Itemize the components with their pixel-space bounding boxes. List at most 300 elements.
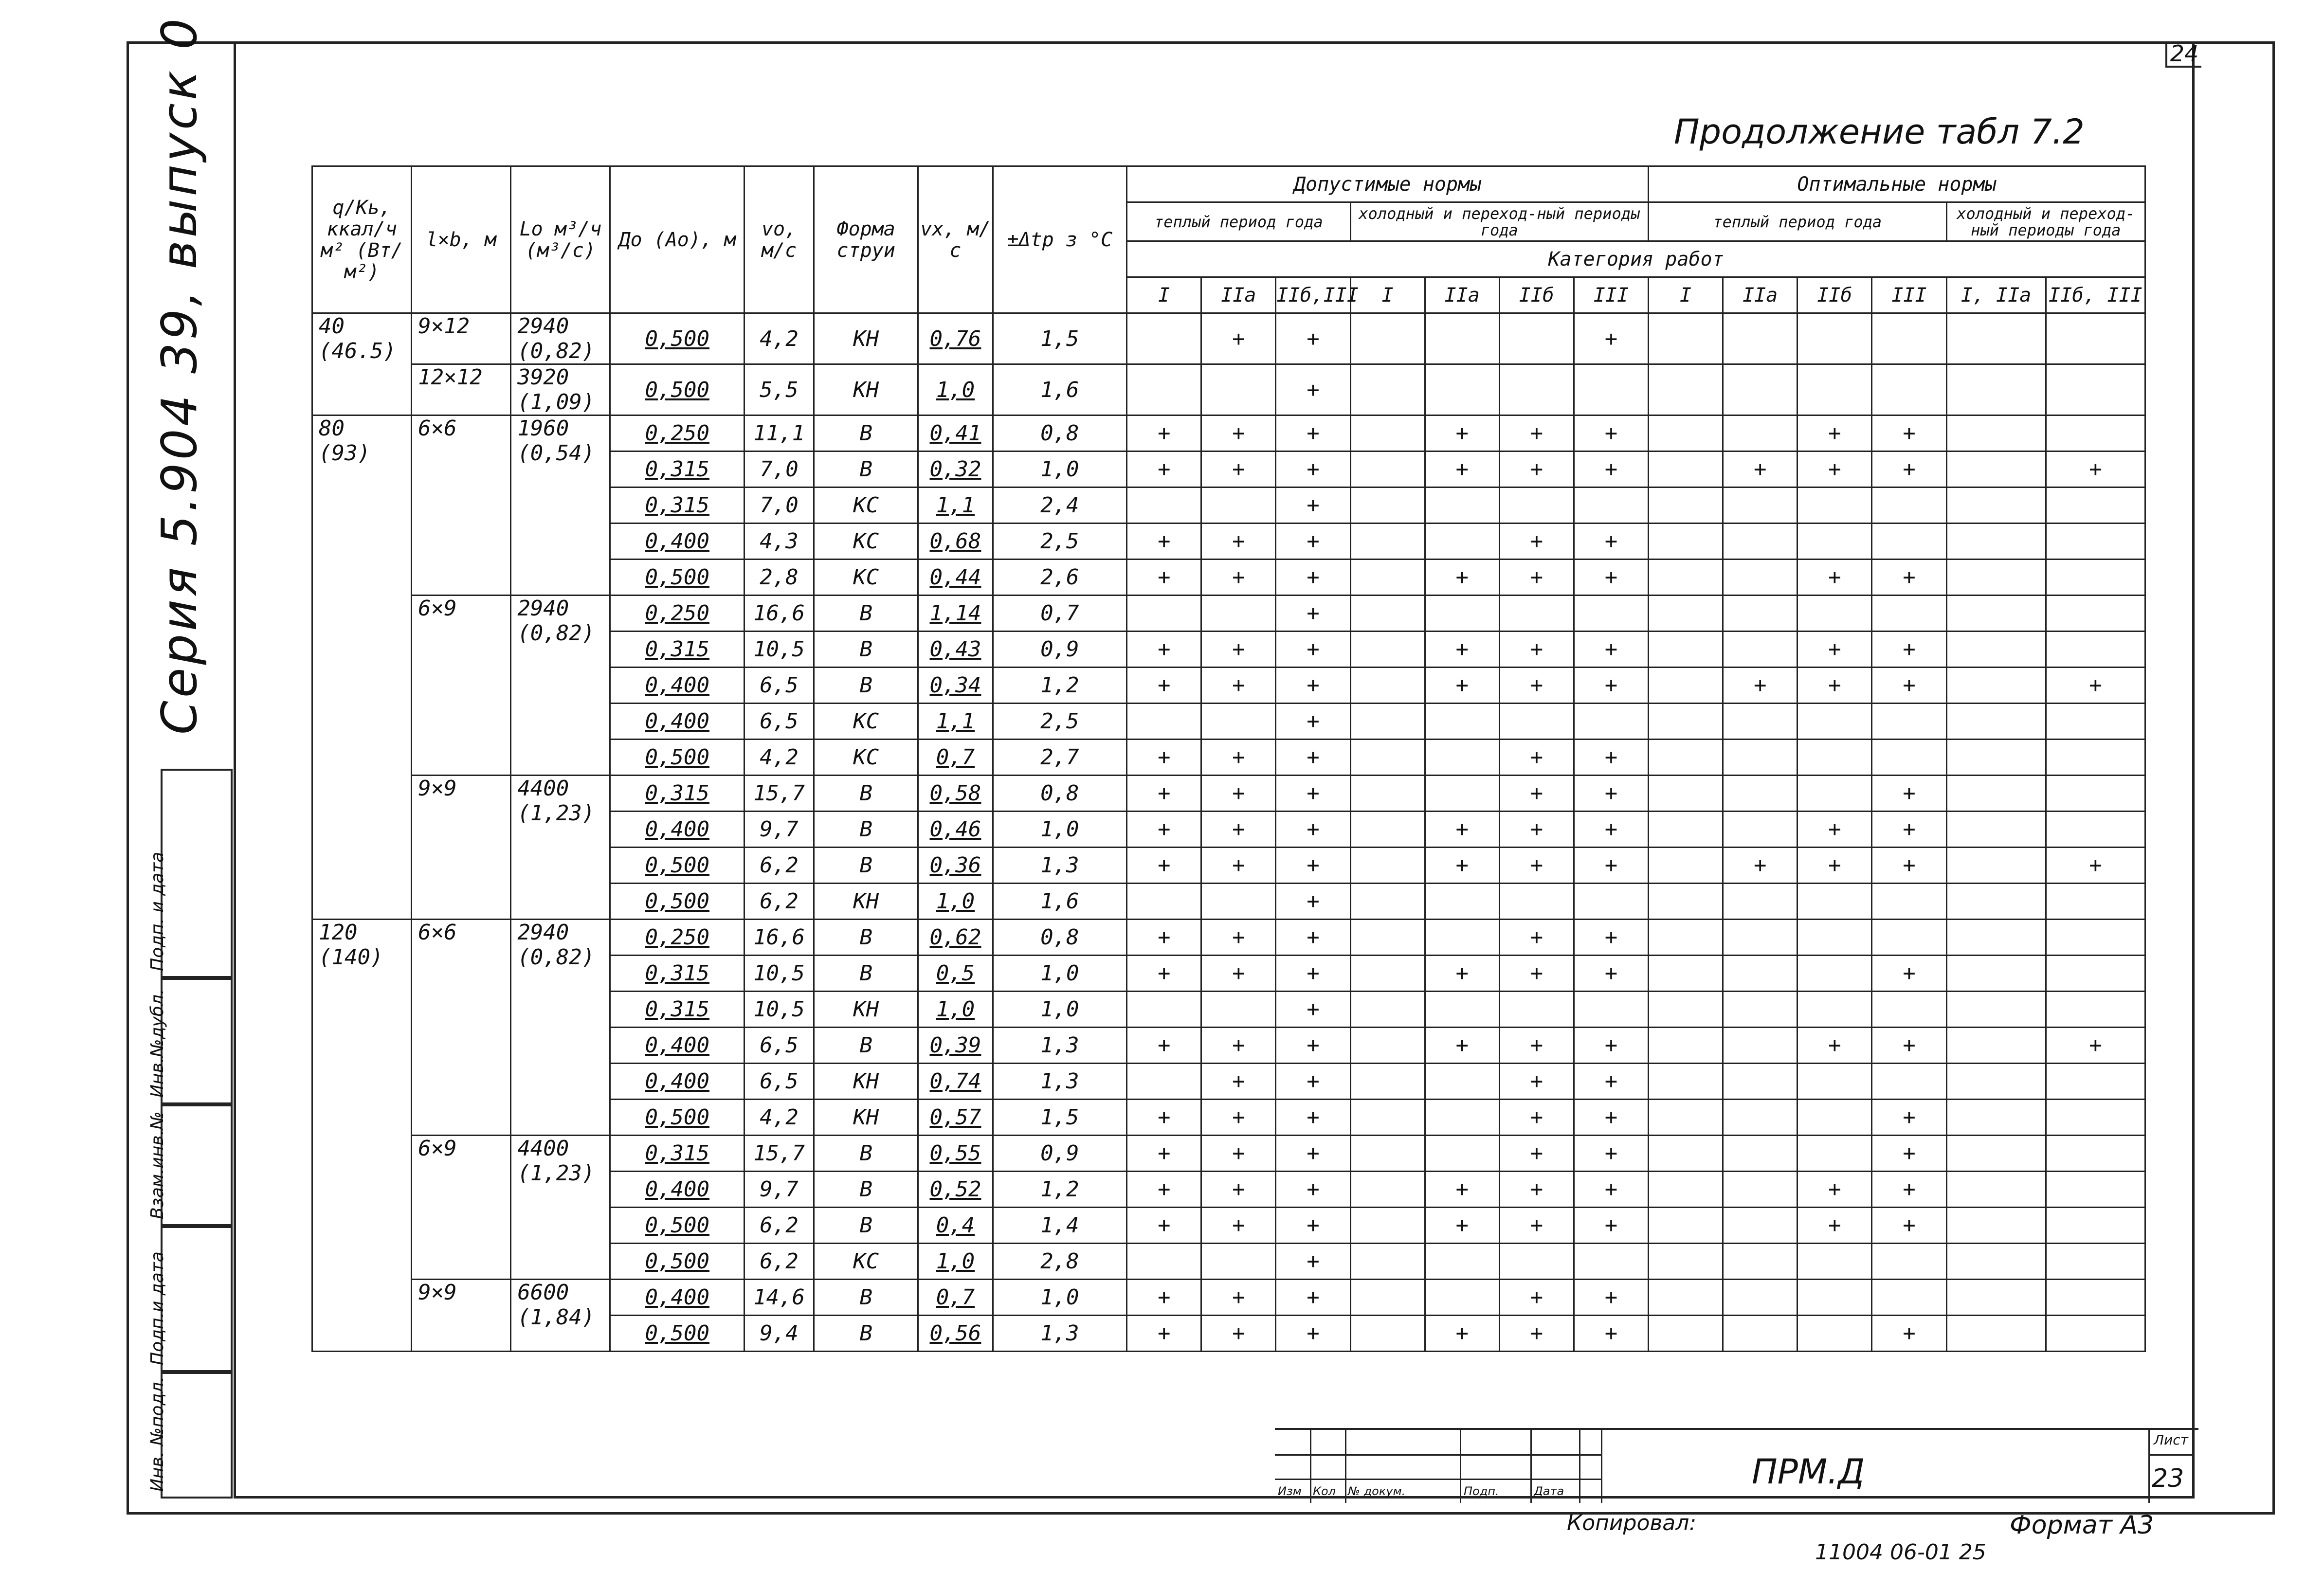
- cell-mark: [1797, 1100, 1872, 1136]
- cell-mark: +: [1499, 632, 1574, 668]
- cell-mark: [1499, 992, 1574, 1028]
- cell-dt: 1,2: [993, 1172, 1127, 1208]
- cell-mark: [1350, 313, 1425, 364]
- cell-vo: 6,2: [744, 1208, 814, 1244]
- cell-mark: +: [1425, 632, 1499, 668]
- cell-mark: +: [1872, 848, 1946, 884]
- cell-mark: [1127, 313, 1201, 364]
- cell-dt: 1,3: [993, 1064, 1127, 1100]
- page-number: 24: [2165, 41, 2201, 68]
- table-row: [312, 364, 2145, 415]
- cell-f: В: [814, 596, 918, 632]
- cell-d: 0,315: [610, 776, 744, 812]
- cell-vx: 1,0: [918, 992, 993, 1028]
- cell-dt: 1,2: [993, 668, 1127, 704]
- cell-mark: +: [1872, 415, 1946, 451]
- cell-d: 0,500: [610, 1208, 744, 1244]
- category-header: III: [1872, 277, 1946, 313]
- stamp-line: [1275, 1454, 1601, 1456]
- side-box-podp: [147, 769, 233, 978]
- cell-vo: 4,3: [744, 524, 814, 560]
- cell-mark: [1574, 488, 1648, 524]
- cell-mark: [1797, 524, 1872, 560]
- cell-mark: [1946, 848, 2046, 884]
- cell-mark: [1649, 560, 1723, 596]
- cell-mark: +: [1574, 451, 1648, 488]
- cell-mark: +: [1872, 1100, 1946, 1136]
- cell-mark: +: [1127, 848, 1201, 884]
- cell-mark: [1350, 668, 1425, 704]
- cell-lxb: 12×12: [412, 364, 511, 415]
- cell-mark: +: [1276, 668, 1350, 704]
- cell-mark: +: [1425, 1208, 1499, 1244]
- cell-lo: 4400 (1,23): [511, 776, 610, 920]
- cell-mark: [1350, 451, 1425, 488]
- cell-d: 0,400: [610, 1064, 744, 1100]
- cell-d: 0,315: [610, 632, 744, 668]
- col-header-lxb: l×b, м: [412, 166, 511, 313]
- cell-vx: 0,74: [918, 1064, 993, 1100]
- cell-vx: 0,44: [918, 560, 993, 596]
- cell-mark: [1649, 364, 1723, 415]
- cell-mark: +: [1499, 1280, 1574, 1316]
- cell-mark: +: [1574, 632, 1648, 668]
- cell-mark: [1425, 596, 1499, 632]
- cell-mark: [1946, 1028, 2046, 1064]
- cell-mark: +: [1872, 1316, 1946, 1352]
- cell-mark: [1723, 884, 1797, 920]
- cell-dt: 0,9: [993, 632, 1127, 668]
- cell-d: 0,400: [610, 1172, 744, 1208]
- cell-lxb: 6×6: [412, 920, 511, 1136]
- cell-lxb: 6×9: [412, 1136, 511, 1280]
- archive-code: 11004 06-01 25: [1815, 1540, 1986, 1565]
- cell-mark: +: [1127, 524, 1201, 560]
- cell-mark: [1946, 596, 2046, 632]
- cell-lxb: 9×9: [412, 776, 511, 920]
- cell-mark: [1723, 488, 1797, 524]
- table-row: [312, 1280, 2145, 1316]
- cell-f: КС: [814, 704, 918, 740]
- category-header: IIб: [1499, 277, 1574, 313]
- cell-f: В: [814, 920, 918, 956]
- cell-lo: 4400 (1,23): [511, 1136, 610, 1280]
- title-block: [1275, 1428, 2198, 1503]
- cell-mark: +: [1276, 956, 1350, 992]
- cell-dt: 1,3: [993, 1028, 1127, 1064]
- cell-mark: +: [1499, 1316, 1574, 1352]
- cell-mark: [2046, 740, 2145, 776]
- cell-mark: [1946, 451, 2046, 488]
- cell-vx: 0,46: [918, 812, 993, 848]
- cell-mark: +: [1276, 451, 1350, 488]
- side-box-inv-podl: [147, 1372, 233, 1499]
- cell-vx: 1,14: [918, 596, 993, 632]
- cell-mark: [1649, 1244, 1723, 1280]
- cell-mark: +: [1499, 740, 1574, 776]
- cell-d: 0,315: [610, 956, 744, 992]
- cell-mark: +: [1797, 1208, 1872, 1244]
- col-header-lo: Lo м³/ч (м³/с): [511, 166, 610, 313]
- cell-mark: +: [1127, 1316, 1201, 1352]
- category-header: I: [1127, 277, 1201, 313]
- cell-mark: [1127, 488, 1201, 524]
- cell-f: В: [814, 1316, 918, 1352]
- cell-mark: +: [1201, 776, 1276, 812]
- cell-mark: [1425, 364, 1499, 415]
- cell-mark: [1946, 920, 2046, 956]
- table-row: [312, 415, 2145, 451]
- cell-mark: [2046, 776, 2145, 812]
- cell-mark: [1723, 1208, 1797, 1244]
- cell-mark: +: [1276, 364, 1350, 415]
- cell-mark: [1649, 1280, 1723, 1316]
- cell-mark: [1350, 1100, 1425, 1136]
- cell-dt: 0,8: [993, 776, 1127, 812]
- cell-mark: [1797, 740, 1872, 776]
- cell-mark: [1499, 313, 1574, 364]
- cell-mark: +: [1276, 1100, 1350, 1136]
- cell-mark: +: [1872, 632, 1946, 668]
- cell-mark: +: [1499, 1028, 1574, 1064]
- cell-mark: [1946, 1280, 2046, 1316]
- cell-mark: [2046, 415, 2145, 451]
- side-label: Подп.и дата: [147, 1251, 167, 1365]
- cell-mark: +: [1872, 668, 1946, 704]
- sheet-divider: [2150, 1454, 2194, 1456]
- cell-mark: +: [1499, 560, 1574, 596]
- cell-mark: +: [1276, 920, 1350, 956]
- cell-mark: [1946, 956, 2046, 992]
- cell-mark: [1127, 1244, 1201, 1280]
- cell-dt: 1,3: [993, 1316, 1127, 1352]
- cell-mark: [1425, 992, 1499, 1028]
- cell-vx: 0,52: [918, 1172, 993, 1208]
- heat-load-kcal: 40: [319, 314, 345, 339]
- cell-vo: 7,0: [744, 488, 814, 524]
- sheet-label: Лист: [2154, 1432, 2188, 1448]
- cell-mark: +: [1201, 956, 1276, 992]
- cell-mark: +: [1499, 776, 1574, 812]
- cell-mark: [1350, 560, 1425, 596]
- cell-mark: [2046, 812, 2145, 848]
- stamp-kol: Кол: [1313, 1484, 1336, 1498]
- cell-vo: 6,5: [744, 704, 814, 740]
- cell-dt: 1,5: [993, 1100, 1127, 1136]
- cell-mark: +: [1425, 1028, 1499, 1064]
- cell-mark: [1723, 956, 1797, 992]
- cell-mark: +: [1797, 668, 1872, 704]
- col-header-vx: vx, м/с: [918, 166, 993, 313]
- cell-d: 0,400: [610, 524, 744, 560]
- cell-vx: 0,58: [918, 776, 993, 812]
- category-header: I: [1350, 277, 1425, 313]
- category-header: IIб, III: [2046, 277, 2145, 313]
- cell-mark: +: [1276, 740, 1350, 776]
- cell-mark: [1574, 596, 1648, 632]
- cell-mark: +: [1499, 451, 1574, 488]
- cell-mark: +: [2046, 451, 2145, 488]
- heat-load-kcal: 120: [319, 920, 358, 945]
- cell-mark: [1425, 920, 1499, 956]
- cell-vx: 0,62: [918, 920, 993, 956]
- cell-f: В: [814, 451, 918, 488]
- cell-vx: 0,68: [918, 524, 993, 560]
- cell-mark: +: [1797, 1028, 1872, 1064]
- cell-mark: [2046, 1100, 2145, 1136]
- cell-vo: 11,1: [744, 415, 814, 451]
- cell-mark: [1797, 1280, 1872, 1316]
- cell-mark: +: [1797, 1172, 1872, 1208]
- cell-vo: 15,7: [744, 776, 814, 812]
- cell-vo: 10,5: [744, 632, 814, 668]
- cell-mark: +: [1425, 451, 1499, 488]
- cell-f: В: [814, 632, 918, 668]
- cell-vo: 14,6: [744, 1280, 814, 1316]
- category-header: IIa: [1425, 277, 1499, 313]
- cell-mark: [1946, 415, 2046, 451]
- cell-mark: +: [1574, 560, 1648, 596]
- cell-f: В: [814, 1172, 918, 1208]
- cell-mark: [1201, 488, 1276, 524]
- cell-mark: [2046, 704, 2145, 740]
- cell-mark: +: [1127, 776, 1201, 812]
- cell-mark: [1649, 488, 1723, 524]
- cell-mark: [1425, 1280, 1499, 1316]
- cell-mark: +: [1201, 1136, 1276, 1172]
- cell-f: КН: [814, 313, 918, 364]
- cell-lo: 2940 (0,82): [511, 596, 610, 776]
- cell-mark: [1872, 884, 1946, 920]
- cell-mark: +: [1574, 920, 1648, 956]
- cell-mark: +: [1499, 812, 1574, 848]
- cell-mark: [1649, 1316, 1723, 1352]
- cell-mark: +: [2046, 1028, 2145, 1064]
- cell-f: КС: [814, 488, 918, 524]
- cell-lxb: 6×9: [412, 596, 511, 776]
- cell-heat-load: [312, 313, 412, 415]
- cell-mark: [1872, 364, 1946, 415]
- cell-f: КС: [814, 1244, 918, 1280]
- cell-f: В: [814, 668, 918, 704]
- cell-d: 0,315: [610, 451, 744, 488]
- cell-mark: +: [1201, 313, 1276, 364]
- header-kholodny-opt: холодный и переход-ный периоды года: [1946, 202, 2145, 241]
- heat-load-kcal: 80: [319, 416, 345, 441]
- side-label: Инв.№дубл.: [147, 989, 167, 1098]
- cell-f: В: [814, 848, 918, 884]
- cell-mark: [1425, 488, 1499, 524]
- cell-mark: [1723, 776, 1797, 812]
- cell-f: В: [814, 1280, 918, 1316]
- cell-mark: +: [1276, 632, 1350, 668]
- cell-mark: [1797, 776, 1872, 812]
- cell-mark: [1350, 956, 1425, 992]
- cell-mark: +: [1574, 313, 1648, 364]
- cell-mark: +: [1201, 1064, 1276, 1100]
- cell-mark: [2046, 524, 2145, 560]
- cell-mark: +: [1723, 668, 1797, 704]
- cell-mark: [1350, 415, 1425, 451]
- cell-mark: [1946, 1100, 2046, 1136]
- cell-mark: +: [1127, 415, 1201, 451]
- cell-dt: 1,6: [993, 364, 1127, 415]
- cell-vo: 16,6: [744, 920, 814, 956]
- cell-lxb: 9×9: [412, 1280, 511, 1352]
- cell-mark: [1350, 848, 1425, 884]
- cell-dt: 1,6: [993, 884, 1127, 920]
- cell-mark: [1350, 1064, 1425, 1100]
- category-header: III: [1574, 277, 1648, 313]
- cell-mark: [1946, 992, 2046, 1028]
- cell-dt: 1,5: [993, 313, 1127, 364]
- cell-mark: [1649, 1100, 1723, 1136]
- cell-mark: [1723, 812, 1797, 848]
- cell-dt: 1,0: [993, 812, 1127, 848]
- cell-mark: [2046, 313, 2145, 364]
- cell-mark: [1946, 364, 2046, 415]
- cell-mark: +: [1201, 812, 1276, 848]
- cell-mark: [1425, 776, 1499, 812]
- cell-mark: [1649, 704, 1723, 740]
- cell-mark: [1723, 1136, 1797, 1172]
- cell-f: КН: [814, 884, 918, 920]
- cell-mark: +: [1872, 956, 1946, 992]
- cell-mark: +: [1574, 1064, 1648, 1100]
- cell-f: В: [814, 776, 918, 812]
- cell-dt: 2,6: [993, 560, 1127, 596]
- cell-mark: [2046, 1208, 2145, 1244]
- cell-mark: +: [1201, 848, 1276, 884]
- stamp-docnum: № докум.: [1348, 1484, 1406, 1498]
- cell-mark: +: [2046, 848, 2145, 884]
- cell-vx: 0,56: [918, 1316, 993, 1352]
- cell-d: 0,500: [610, 1100, 744, 1136]
- header-teply-opt: теплый период года: [1649, 202, 1947, 241]
- cell-vx: 0,43: [918, 632, 993, 668]
- cell-mark: +: [1425, 668, 1499, 704]
- cell-mark: [1723, 1028, 1797, 1064]
- cell-vo: 4,2: [744, 313, 814, 364]
- cell-mark: [1946, 1064, 2046, 1100]
- cell-d: 0,400: [610, 1280, 744, 1316]
- cell-mark: [1425, 1136, 1499, 1172]
- format-label: Формат А3: [2010, 1511, 2154, 1540]
- cell-mark: [1946, 1172, 2046, 1208]
- cell-mark: [1946, 812, 2046, 848]
- cell-mark: [1872, 920, 1946, 956]
- cell-lo: 6600 (1,84): [511, 1280, 610, 1352]
- cell-mark: [1350, 1244, 1425, 1280]
- cell-vo: 6,2: [744, 884, 814, 920]
- cell-mark: [1201, 364, 1276, 415]
- cell-mark: +: [1574, 1172, 1648, 1208]
- cell-mark: [1723, 1064, 1797, 1100]
- cell-mark: [1872, 596, 1946, 632]
- cell-mark: +: [1201, 1028, 1276, 1064]
- cell-mark: [1201, 1244, 1276, 1280]
- cell-vx: 0,4: [918, 1208, 993, 1244]
- cell-d: 0,500: [610, 313, 744, 364]
- cell-mark: [1872, 1064, 1946, 1100]
- cell-mark: [1946, 1208, 2046, 1244]
- cell-mark: [1723, 364, 1797, 415]
- cell-mark: [1723, 415, 1797, 451]
- cell-dt: 1,0: [993, 956, 1127, 992]
- category-header: I, IIa: [1946, 277, 2046, 313]
- cell-dt: 1,0: [993, 1280, 1127, 1316]
- cell-vx: 0,41: [918, 415, 993, 451]
- cell-mark: +: [1797, 812, 1872, 848]
- cell-d: 0,400: [610, 704, 744, 740]
- cell-mark: +: [1201, 1316, 1276, 1352]
- cell-f: КС: [814, 740, 918, 776]
- cell-mark: +: [1797, 848, 1872, 884]
- cell-mark: +: [1499, 848, 1574, 884]
- cell-mark: +: [1276, 776, 1350, 812]
- cell-d: 0,400: [610, 1028, 744, 1064]
- cell-mark: [1649, 1136, 1723, 1172]
- cell-mark: +: [1499, 1100, 1574, 1136]
- sheet-number: 23: [2152, 1464, 2184, 1493]
- cell-mark: [1425, 1244, 1499, 1280]
- cell-f: В: [814, 956, 918, 992]
- cell-mark: [1797, 364, 1872, 415]
- cell-mark: [1649, 920, 1723, 956]
- cell-mark: +: [1797, 560, 1872, 596]
- cell-vx: 0,55: [918, 1136, 993, 1172]
- cell-mark: +: [1276, 596, 1350, 632]
- cell-mark: +: [1574, 1136, 1648, 1172]
- cell-mark: [1946, 668, 2046, 704]
- cell-mark: [1872, 1280, 1946, 1316]
- cell-mark: +: [1574, 1100, 1648, 1136]
- cell-mark: [1797, 1316, 1872, 1352]
- cell-mark: [2046, 920, 2145, 956]
- cell-mark: +: [1276, 524, 1350, 560]
- cell-mark: [1797, 992, 1872, 1028]
- table-row: [312, 1136, 2145, 1172]
- side-label: Подп. и дата: [147, 851, 167, 971]
- cell-mark: [2046, 992, 2145, 1028]
- cell-vo: 5,5: [744, 364, 814, 415]
- cell-vo: 9,7: [744, 1172, 814, 1208]
- cell-mark: +: [1127, 740, 1201, 776]
- cell-mark: [1649, 313, 1723, 364]
- cell-vx: 0,5: [918, 956, 993, 992]
- cell-vo: 2,8: [744, 560, 814, 596]
- cell-dt: 1,0: [993, 451, 1127, 488]
- cell-vo: 15,7: [744, 1136, 814, 1172]
- cell-vo: 6,2: [744, 1244, 814, 1280]
- cell-mark: +: [1499, 1172, 1574, 1208]
- cell-dt: 0,7: [993, 596, 1127, 632]
- cell-mark: +: [1127, 812, 1201, 848]
- cell-mark: +: [1201, 451, 1276, 488]
- cell-mark: [1723, 524, 1797, 560]
- cell-vx: 1,0: [918, 364, 993, 415]
- cell-mark: +: [1276, 1316, 1350, 1352]
- stamp-podp: Подп.: [1464, 1484, 1499, 1498]
- stamp-line: [1275, 1479, 1601, 1480]
- cell-mark: [1425, 884, 1499, 920]
- cell-mark: +: [1574, 668, 1648, 704]
- cell-mark: [1127, 1064, 1201, 1100]
- cell-mark: [1946, 1316, 2046, 1352]
- cell-vx: 1,0: [918, 884, 993, 920]
- cell-mark: [1127, 992, 1201, 1028]
- cell-mark: [1946, 884, 2046, 920]
